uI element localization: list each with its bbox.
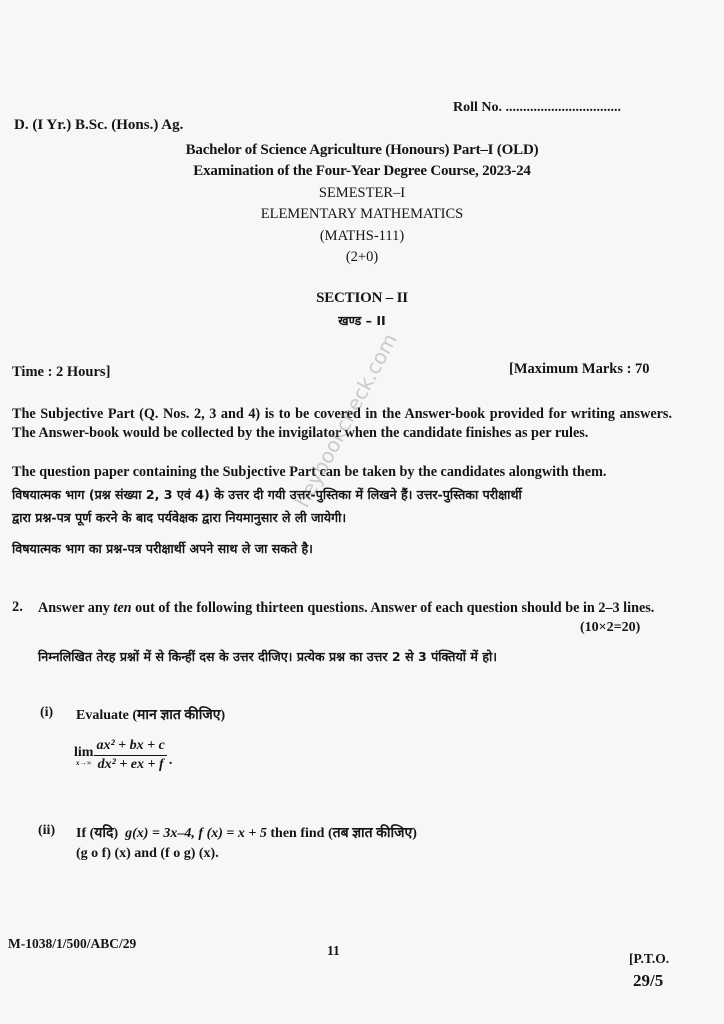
subq-ii-label: (ii) (38, 823, 56, 838)
question-2-hindi (38, 648, 497, 666)
maximum-marks: [Maximum Marks : 70 (509, 361, 650, 377)
page-number: 11 (327, 943, 340, 958)
instruction-en-1: The Subjective Part (Q. Nos. 2, 3 and 4) is to be covered in the Answer-book provided for writing answers. The Answer-book would be collected by the invigilator when the candidate finishes as per rules. (12, 406, 672, 441)
pto-label: [P.T.O. (629, 951, 670, 966)
lim-subscript: x→∞ (75, 758, 92, 767)
section-title-hindi (0, 312, 724, 330)
instruction-hi-2-text: विषयात्मक भाग का प्रश्न-पत्र परीक्षार्थी अपने साथ ले जा सकते है। (12, 541, 313, 556)
q2-text-a: Answer any (38, 600, 114, 616)
question-2-text (38, 599, 672, 618)
question-2-marks: (10×2=20) (580, 620, 641, 635)
subq-ii-if: If (यदि) (76, 826, 119, 841)
subq-i-text: Evaluate (मान ज्ञात कीजिए) (76, 708, 226, 723)
section-title: SECTION – II (316, 290, 408, 306)
subq-i-label: (i) (40, 705, 54, 720)
instruction-hi-1b (12, 508, 672, 528)
subq-ii-functions: g(x) = 3x–4, f (x) = x + 5 (125, 826, 267, 841)
fraction (94, 738, 166, 773)
denominator: dx² + ex + f (97, 757, 164, 772)
time-allowed: Time : 2 Hours] (12, 364, 111, 380)
course-code: D. (I Yr.) B.Sc. (Hons.) Ag. (14, 117, 184, 133)
q2-text-b: out of the following thirteen questions. Answer of each question should be in 2–3 lines. (131, 600, 655, 616)
instruction-hi-2 (12, 539, 672, 559)
fraction-end: . (168, 752, 173, 768)
instruction-hi-1a-text: विषयात्मक भाग (प्रश्न संख्या 2, 3 एवं 4) के उत्तर दी गयी उत्तर-पुस्तिका में लिखने हैं। उत्तर-पुस्तिका परीक्षार्थी (12, 487, 522, 502)
section-hindi-text: खण्ड – II (338, 313, 386, 328)
roll-number: Roll No. ................................. (453, 100, 621, 115)
numerator: ax² + bx + c (94, 738, 166, 756)
instruction-hi-1a (12, 485, 672, 505)
program-title: Bachelor of Science Agriculture (Honours) Part–I (OLD) (185, 142, 539, 158)
q2-text-em: ten (113, 600, 132, 616)
lim-text: lim (74, 744, 94, 760)
subq-ii-find: then find (तब ज्ञात कीजिए) (270, 826, 417, 841)
subject: ELEMENTARY MATHEMATICS (260, 206, 464, 222)
semester: SEMESTER–I (318, 185, 406, 201)
subject-code: (MATHS-111) (319, 228, 405, 244)
instruction-en-2: The question paper containing the Subjective Part can be taken by the candidates alongwith them. (12, 464, 607, 480)
question-number: 2. (12, 599, 23, 615)
q2-hindi-text: निम्नलिखित तेरह प्रश्नों में से किन्हीं दस के उत्तर दीजिए। प्रत्येक प्रश्न का उत्तर 2 से 3 पंक्तियों में हो। (38, 649, 498, 664)
subq-ii-line-1 (76, 823, 417, 842)
watermark: heybookcheck.com (290, 329, 402, 512)
paper-code: M-1038/1/500/ABC/29 (8, 936, 137, 951)
limit-expression (74, 738, 172, 773)
instruction-hi-1b-text: द्वारा प्रश्न-पत्र पूर्ण करने के बाद पर्यवेक्षक द्वारा नियमानुसार ले ली जायेगी। (12, 510, 347, 525)
subq-ii-line-2: (g o f) (x) and (f o g) (x). (76, 846, 219, 861)
reference-number: 29/5 (633, 971, 664, 990)
limit-operator (74, 745, 93, 767)
credit-hours: (2+0) (345, 249, 379, 265)
exam-title: Examination of the Four-Year Degree Course, 2023-24 (193, 163, 531, 179)
